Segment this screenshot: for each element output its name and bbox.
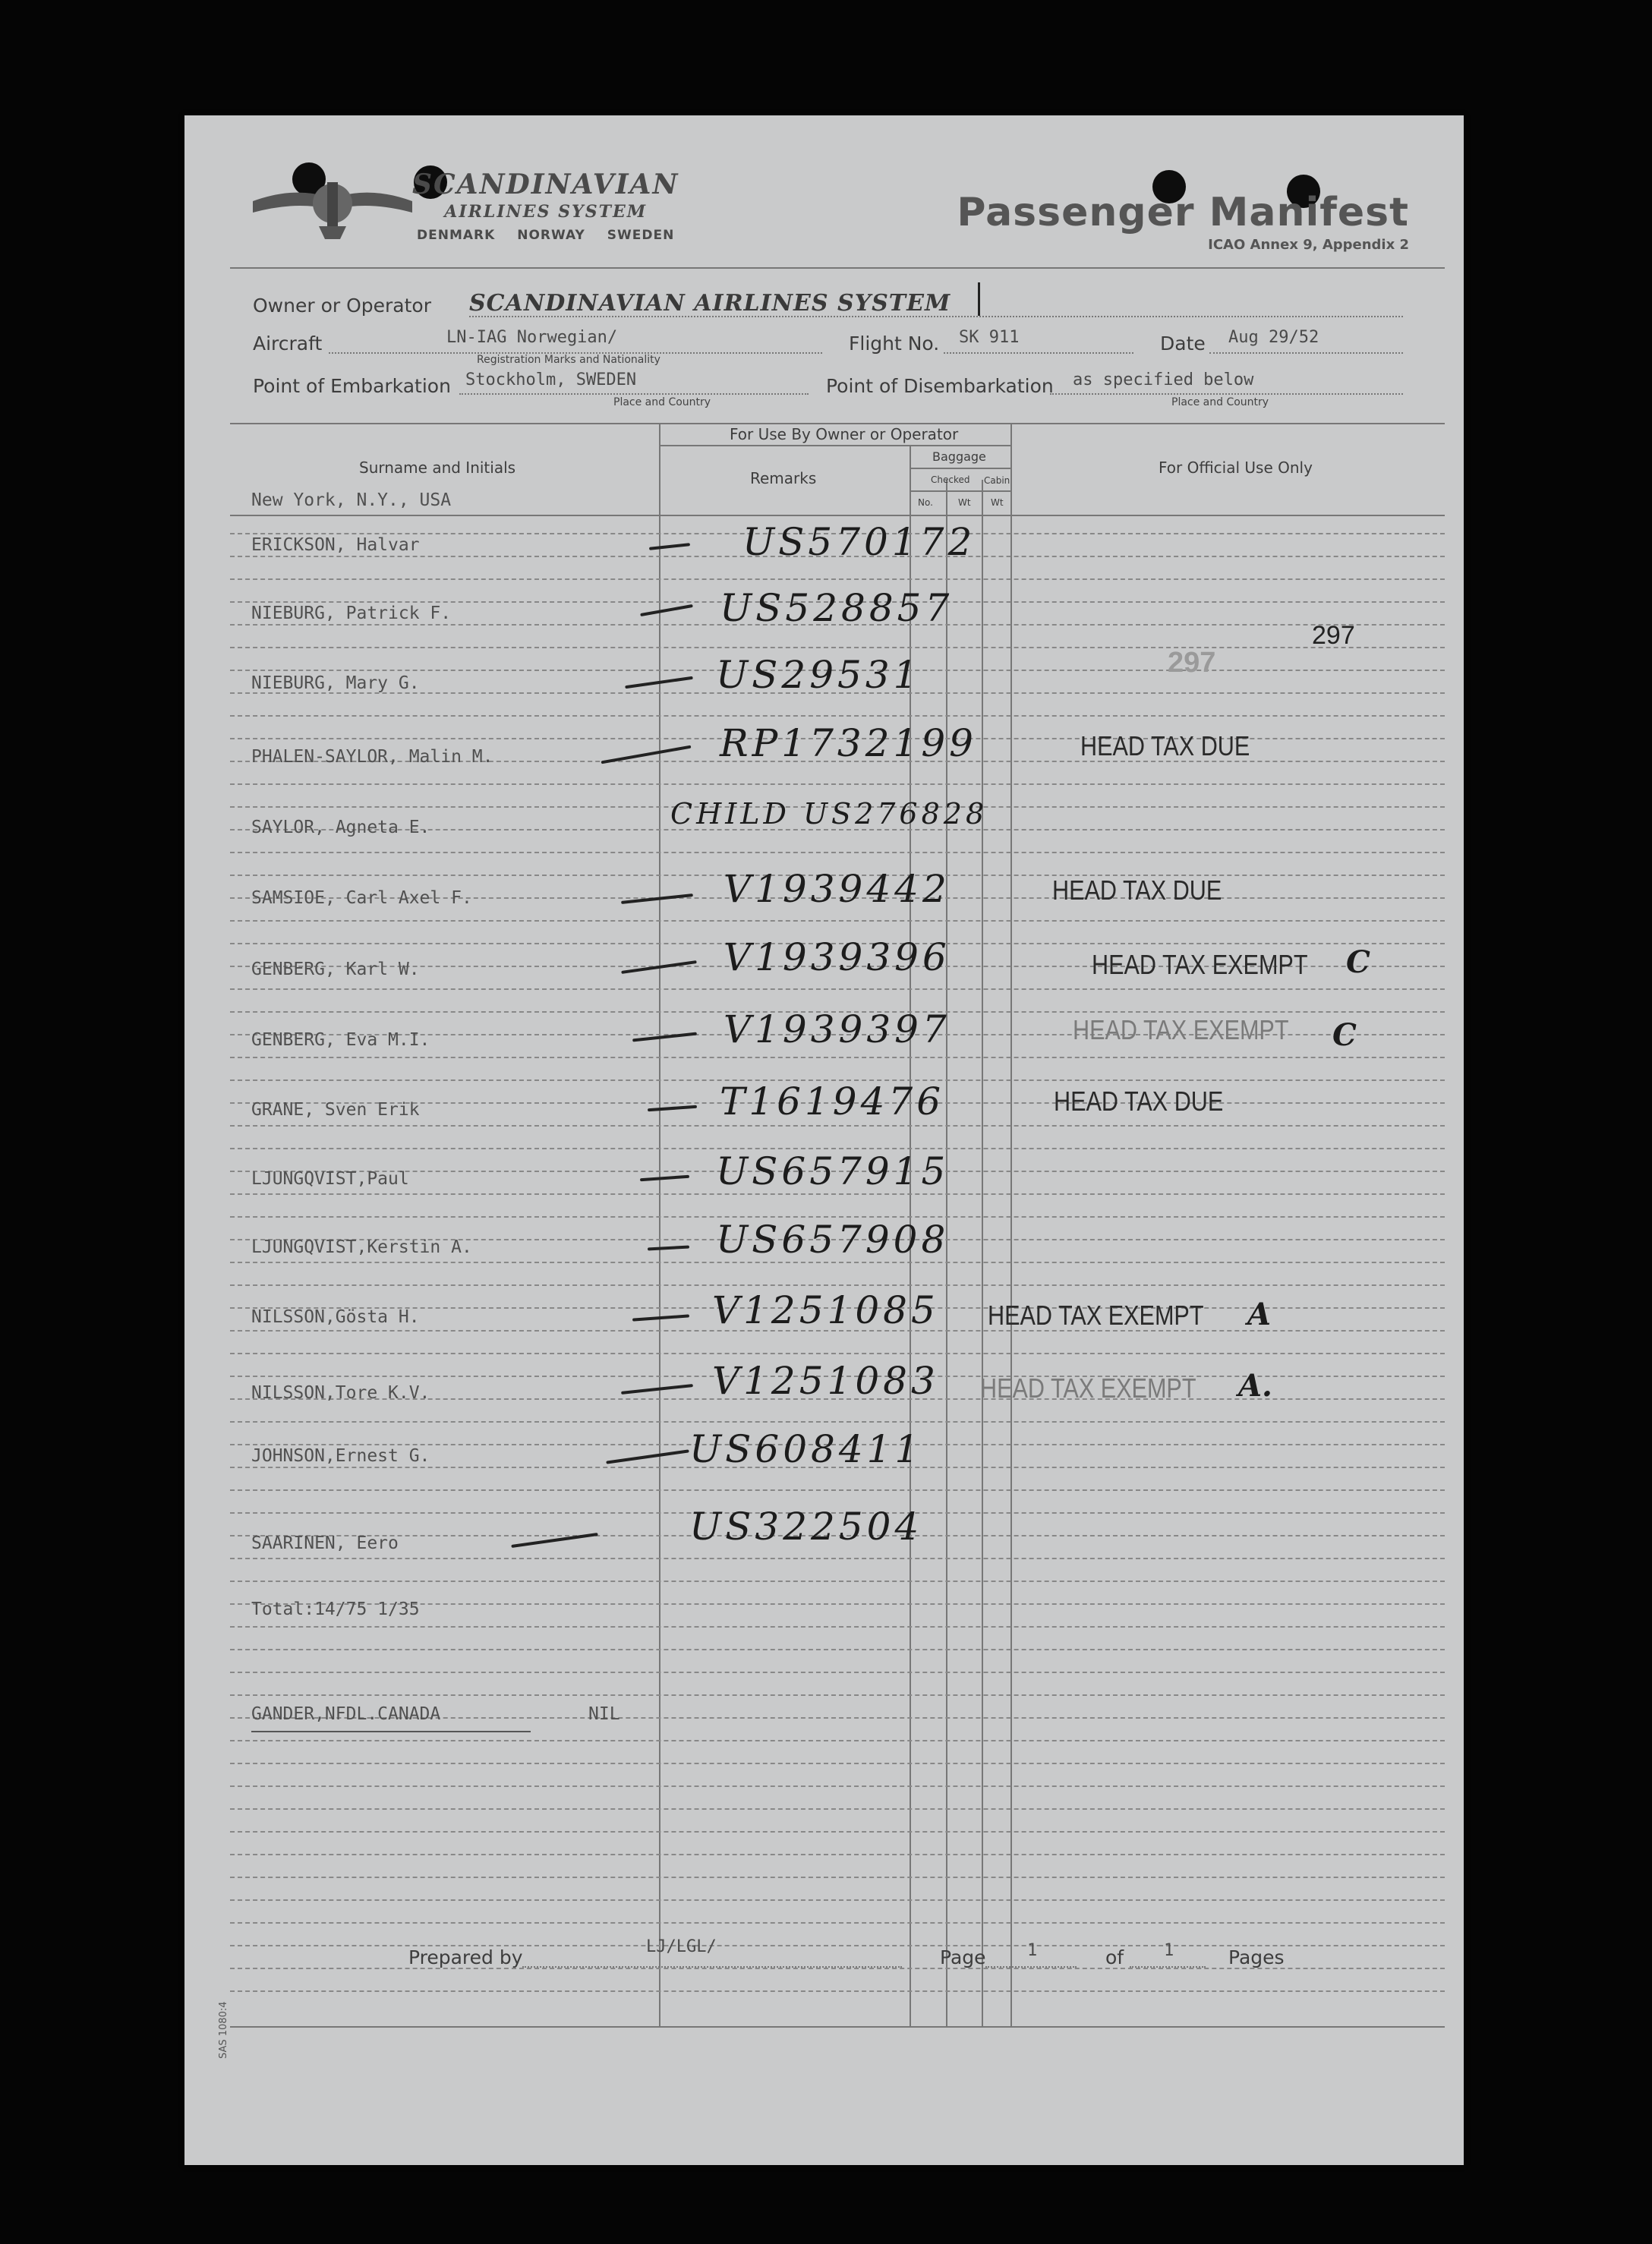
passport-number: US29531 xyxy=(716,653,922,697)
official-number-ghost: 297 xyxy=(1168,647,1216,679)
owner-line xyxy=(469,316,1403,317)
official-number: 297 xyxy=(1312,621,1355,650)
row-rule xyxy=(230,1626,1445,1628)
disembark-label: Point of Disembarkation xyxy=(826,375,1054,397)
passport-number: US322504 xyxy=(689,1505,923,1549)
remarks-header: Remarks xyxy=(750,469,817,487)
row-rule xyxy=(230,1649,1445,1650)
passenger-name: NILSSON,Gösta H. xyxy=(251,1307,420,1327)
handwritten-dash xyxy=(648,1105,697,1112)
row-rule xyxy=(230,1808,1445,1810)
handwritten-dash xyxy=(632,1314,689,1321)
handwritten-dash xyxy=(621,1384,693,1395)
row-rule xyxy=(230,1694,1445,1696)
handwritten-dash xyxy=(648,1246,689,1251)
viking-ship-logo-icon xyxy=(249,167,416,243)
row-rule xyxy=(230,1284,1445,1286)
passport-number: US528857 xyxy=(720,586,954,630)
passport-number: RP1732199 xyxy=(720,721,977,765)
surname-header: Surname and Initials xyxy=(359,459,516,477)
passport-number: US657908 xyxy=(716,1218,950,1262)
owner-value: SCANDINAVIAN AIRLINES SYSTEM xyxy=(469,290,951,317)
passport-number: CHILD US276828 xyxy=(670,797,988,830)
handwritten-mark: C xyxy=(1332,1017,1357,1053)
handwritten-mark: C xyxy=(1346,944,1370,980)
aircraft-caption: Registration Marks and Nationality xyxy=(477,354,660,366)
row-rule xyxy=(230,920,1445,922)
row-rule xyxy=(230,1990,1445,1992)
passenger-name: GENBERG, Karl W. xyxy=(251,960,420,979)
checked-underline xyxy=(910,490,1010,492)
embark-line xyxy=(459,393,809,395)
passenger-name: SAMSIOE, Carl Axel F. xyxy=(251,888,472,908)
row-rule xyxy=(230,1193,1445,1195)
disembark-value: as specified below xyxy=(1073,370,1254,389)
passport-number: V1251083 xyxy=(712,1359,939,1403)
embark-caption: Place and Country xyxy=(613,396,711,408)
head-tax-stamp: HEAD TAX EXEMPT xyxy=(1092,949,1308,980)
row-rule xyxy=(230,783,1445,785)
header-bottom-border xyxy=(230,515,1445,516)
row-rule xyxy=(230,1421,1445,1423)
row-rule xyxy=(230,1353,1445,1354)
passport-number: US570172 xyxy=(742,520,976,564)
embark-value: Stockholm, SWEDEN xyxy=(465,370,637,389)
row-rule xyxy=(230,647,1445,648)
handwritten-dash xyxy=(640,1175,689,1182)
prepared-value: LJ/LGL/ xyxy=(646,1937,717,1956)
page-title: Passenger Manifest xyxy=(957,190,1409,235)
row-rule xyxy=(230,1831,1445,1833)
date-value: Aug 29/52 xyxy=(1228,328,1319,347)
passenger-name: NIEBURG, Mary G. xyxy=(251,673,420,693)
row-rule xyxy=(230,1581,1445,1582)
passenger-name: GRANE, Sven Erik xyxy=(251,1100,420,1120)
row-rule xyxy=(230,1854,1445,1855)
passport-number: V1939442 xyxy=(724,867,951,911)
cabin-header: Cabin xyxy=(984,475,1010,486)
passport-number: V1939396 xyxy=(724,935,951,979)
passport-number: US608411 xyxy=(689,1427,923,1471)
prepared-label: Prepared by xyxy=(408,1946,523,1968)
passenger-name: ERICKSON, Halvar xyxy=(251,535,420,555)
row-rule xyxy=(230,1922,1445,1924)
row-rule xyxy=(230,852,1445,853)
handwritten-dash xyxy=(649,543,690,550)
head-tax-stamp: HEAD TAX DUE xyxy=(1054,1086,1224,1117)
passport-number: T1619476 xyxy=(720,1079,945,1124)
page-value: 1 xyxy=(1027,1941,1038,1960)
destination-heading: New York, N.Y., USA xyxy=(251,490,452,510)
row-rule xyxy=(230,1672,1445,1673)
passport-number: V1939397 xyxy=(724,1007,951,1051)
handwritten-dash xyxy=(606,1449,689,1464)
row-rule xyxy=(230,715,1445,717)
handwritten-mark: A. xyxy=(1238,1368,1272,1404)
handwritten-dash xyxy=(621,894,693,904)
destination-underline xyxy=(251,1731,531,1732)
passenger-name: SAYLOR, Agneta E. xyxy=(251,818,430,837)
passenger-name: JOHNSON,Ernest G. xyxy=(251,1446,430,1466)
passenger-name: SAARINEN, Eero xyxy=(251,1533,399,1553)
handwritten-dash xyxy=(640,604,693,616)
head-tax-stamp: HEAD TAX DUE xyxy=(1052,875,1222,906)
baggage-header: Baggage xyxy=(932,449,986,464)
row-rule xyxy=(230,1899,1445,1901)
of-label: of xyxy=(1105,1946,1124,1968)
row-rule xyxy=(230,1558,1445,1559)
flight-label: Flight No. xyxy=(849,333,940,355)
head-tax-stamp: HEAD TAX EXEMPT xyxy=(980,1373,1196,1404)
owner-slash xyxy=(978,282,980,316)
head-tax-stamp: HEAD TAX EXEMPT xyxy=(1073,1014,1289,1045)
date-line xyxy=(1209,352,1403,354)
aircraft-value: LN-IAG Norwegian/ xyxy=(446,328,618,347)
owner-use-header: For Use By Owner or Operator xyxy=(730,425,959,443)
head-tax-stamp: HEAD TAX DUE xyxy=(1080,730,1250,761)
passport-number: US657915 xyxy=(716,1149,950,1193)
row-rule xyxy=(230,1489,1445,1491)
destination-value: NIL xyxy=(588,1704,620,1724)
handwritten-mark: A xyxy=(1247,1297,1272,1332)
of-value: 1 xyxy=(1164,1941,1174,1960)
flight-line xyxy=(944,352,1133,354)
head-tax-stamp: HEAD TAX EXEMPT xyxy=(988,1300,1204,1331)
passenger-name: NILSSON,Tore K.V. xyxy=(251,1383,430,1403)
passenger-name: NIEBURG, Patrick F. xyxy=(251,604,452,623)
row-rule xyxy=(230,578,1445,580)
of-line xyxy=(1130,1966,1206,1968)
owner-use-underline xyxy=(659,445,1010,446)
row-rule xyxy=(230,1740,1445,1741)
table-top-border xyxy=(230,423,1445,424)
checked-header: Checked xyxy=(931,474,970,485)
airline-countries: DENMARK NORWAY SWEDEN xyxy=(417,228,675,243)
page-label: Page xyxy=(940,1946,986,1968)
airline-subname: AIRLINES SYSTEM xyxy=(444,202,648,222)
passenger-name: PHALEN-SAYLOR, Malin M. xyxy=(251,747,493,767)
official-use-header: For Official Use Only xyxy=(1159,459,1313,477)
baggage-underline xyxy=(910,468,1010,469)
wt-header: Wt xyxy=(958,497,971,508)
aircraft-label: Aircraft xyxy=(253,333,323,355)
destination-heading: GANDER,NFDL.CANADA xyxy=(251,1704,441,1724)
manifest-sheet xyxy=(184,115,1464,2165)
passenger-name: LJUNGQVIST,Paul xyxy=(251,1169,409,1189)
airline-logo-text xyxy=(412,169,679,243)
passenger-name: LJUNGQVIST,Kerstin A. xyxy=(251,1237,472,1257)
pages-label: Pages xyxy=(1228,1946,1285,1968)
form-number: SAS 1080:4 xyxy=(218,2001,229,2059)
col-divider-wt xyxy=(982,480,983,2026)
no-header: No. xyxy=(918,497,933,508)
owner-label: Owner or Operator xyxy=(253,295,431,317)
prepared-line xyxy=(522,1966,902,1968)
header-divider xyxy=(230,267,1445,269)
page-subtitle: ICAO Annex 9, Appendix 2 xyxy=(1208,237,1409,253)
date-label: Date xyxy=(1160,333,1206,355)
embark-label: Point of Embarkation xyxy=(253,375,451,397)
disembark-line xyxy=(1050,393,1403,395)
flight-value: SK 911 xyxy=(959,328,1020,347)
row-rule xyxy=(230,988,1445,990)
total-line: Total:14/75 1/35 xyxy=(251,1599,420,1619)
disembark-caption: Place and Country xyxy=(1171,396,1269,408)
row-rule xyxy=(230,1763,1445,1764)
row-rule xyxy=(230,1877,1445,1878)
passport-number: V1251085 xyxy=(712,1288,939,1332)
airline-name: SCANDINAVIAN xyxy=(412,169,679,200)
row-rule xyxy=(230,1262,1445,1263)
cabin-wt-header: Wt xyxy=(991,497,1004,508)
row-rule xyxy=(230,1125,1445,1127)
page-line xyxy=(985,1966,1077,1968)
row-rule xyxy=(230,1785,1445,1787)
passenger-name: GENBERG, Eva M.I. xyxy=(251,1030,430,1050)
row-rule xyxy=(230,1057,1445,1058)
table-bottom-border xyxy=(230,2026,1445,2028)
